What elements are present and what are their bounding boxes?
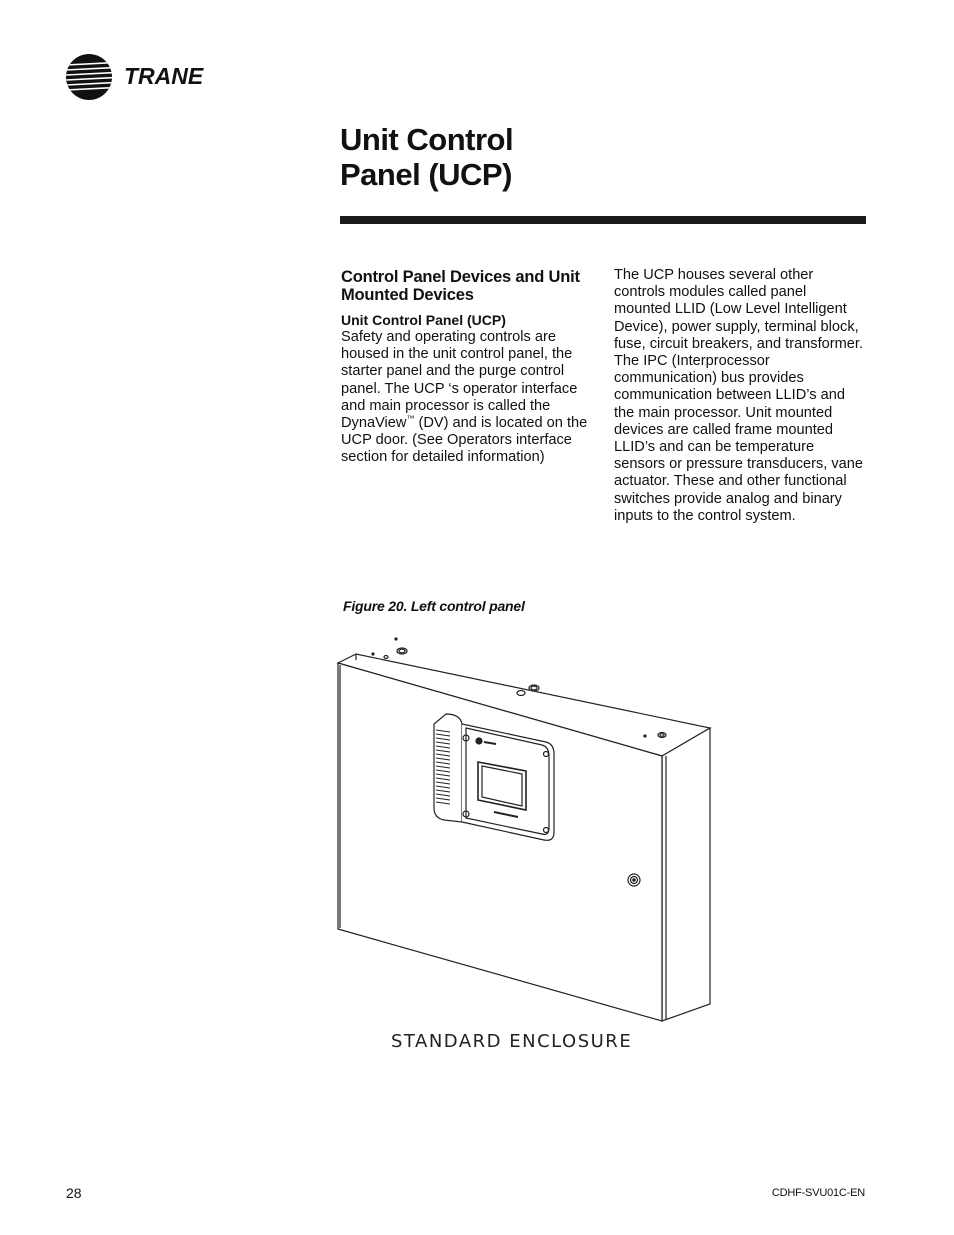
- page-number: 28: [66, 1185, 82, 1201]
- paragraph-ucp: [341, 329, 596, 467]
- section-heading: Control Panel Devices and Unit Mounted Devices: [341, 268, 580, 304]
- right-column: [614, 267, 864, 525]
- page-title-line2: Panel (UCP): [340, 157, 512, 192]
- brand-wordmark: TRANE: [124, 63, 204, 89]
- left-column: [341, 268, 596, 467]
- paragraph-llid: The UCP houses several other controls modules called panel mounted LLID (Low Level Intelligent Device), power supply, terminal block, fuse, circuit breakers, and transformer. The IPC (Interprocessor communication) bus provides communication between LLID’s and the main processor. Unit mounted devices are called frame mounted LLID’s and can be temperature sensors or pressure transducers, vane actuator. These and other functional switches provide analog and binary inputs to the control system.: [614, 267, 864, 524]
- figure-label: STANDARD ENCLOSURE: [391, 1031, 633, 1052]
- trademark-mark: ™: [406, 414, 415, 424]
- section-subheading: Unit Control Panel (UCP): [341, 312, 506, 328]
- paragraph-ucp-part2: (DV) and is located on the UCP door. (See Operators interface section for detailed information): [341, 415, 588, 466]
- page-title: [340, 122, 860, 192]
- title-rule: [340, 216, 866, 224]
- control-panel-illustration: [336, 632, 716, 1027]
- page-title-line1: Unit Control: [340, 122, 514, 157]
- figure-caption: Figure 20. Left control panel: [343, 598, 525, 614]
- document-id: CDHF-SVU01C-EN: [771, 1187, 865, 1199]
- paragraph-ucp-part1: Safety and operating controls are housed in the unit control panel, the starter panel and the purge control panel. The UCP ‘s operator interface and main processor is called the DynaView: [341, 329, 578, 432]
- trane-logo: [66, 52, 216, 102]
